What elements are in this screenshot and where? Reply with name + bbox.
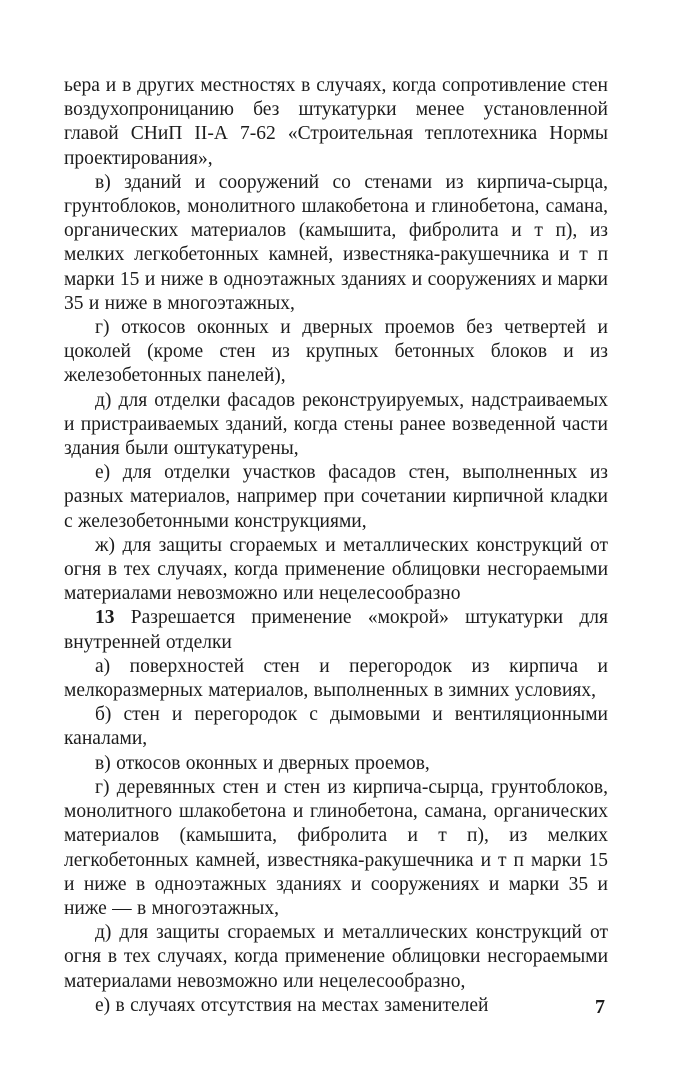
paragraph-item-a: а) поверхностей стен и перегородок из кирпича и мелкоразмерных материалов, выполненных в зимних условиях,: [64, 655, 608, 702]
paragraph-item-v-2: в) откосов оконных и дверных проемов,: [95, 752, 430, 774]
paragraph-item-v: в) зданий и сооружений со стенами из кирпича-сырца, грунтоблоков, монолитного шлакобетона и глинобетона, самана, органических материалов (камышита, фибролита и т п), из мелких легкобетонных камней, известняка-ракушечника и т п марки 15 и ниже в одноэтажных зданиях и сооружениях и марки 35 и ниже в многоэтажных,: [64, 171, 608, 314]
paragraph-item-zh: ж) для защиты сгораемых и металлических конструкций от огня в тех случаях, когда применение облицовки несгораемыми материалами невозможно или нецелесообразно: [64, 534, 608, 605]
section-13-text: Разрешается применение «мокрой» штукатурки для внутренней отделки: [64, 607, 608, 653]
section-number: 13: [95, 607, 115, 629]
paragraph-item-d-2: д) для защиты сгораемых и металлических конструкций от огня в тех случаях, когда применение облицовки несгораемыми материалами невозможно или нецелесообразно,: [64, 922, 608, 992]
section-13-paragraph: [64, 606, 608, 654]
page-body: [64, 74, 608, 1018]
paragraph-item-g: г) откосов оконных и дверных проемов без четвертей и цоколей (кроме стен из крупных бетонных блоков и из железобетонных панелей),: [64, 317, 608, 387]
paragraph-item-e-2: е) в случаях отсутствия на местах заменителей: [95, 994, 489, 1016]
paragraph-item-d: д) для отделки фасадов реконструируемых, надстраиваемых и пристраиваемых зданий, когда стены ранее возведенной части здания были оштукатурены,: [64, 389, 608, 460]
paragraph-item-g-2: г) деревянных стен и стен из кирпича-сырца, грунтоблоков, монолитного шлакобетона и глинобетона, самана, органических материалов (камышита, фибролита и т п), из мелких легкобетонных камней, известняка-ракушечника и т п марки 15 и ниже в одноэтажных зданиях и сооружениях и марки 35 и ниже — в многоэтажных,: [64, 776, 608, 919]
paragraph-continuation: ьера и в других местностях в случаях, когда сопротивление стен воздухопроницанию без штукатурки менее установленной главой СНиП II-А 7-62 «Строительная теплотехника Нормы проектирования»,: [64, 75, 608, 169]
paragraph-item-e: е) для отделки участков фасадов стен, выполненных из разных материалов, например при сочетании кирпичной кладки с железобетонными конструкциями,: [64, 462, 608, 532]
page-number: 7: [595, 996, 605, 1018]
paragraph-item-b: б) стен и перегородок с дымовыми и вентиляционными каналами,: [64, 704, 608, 750]
